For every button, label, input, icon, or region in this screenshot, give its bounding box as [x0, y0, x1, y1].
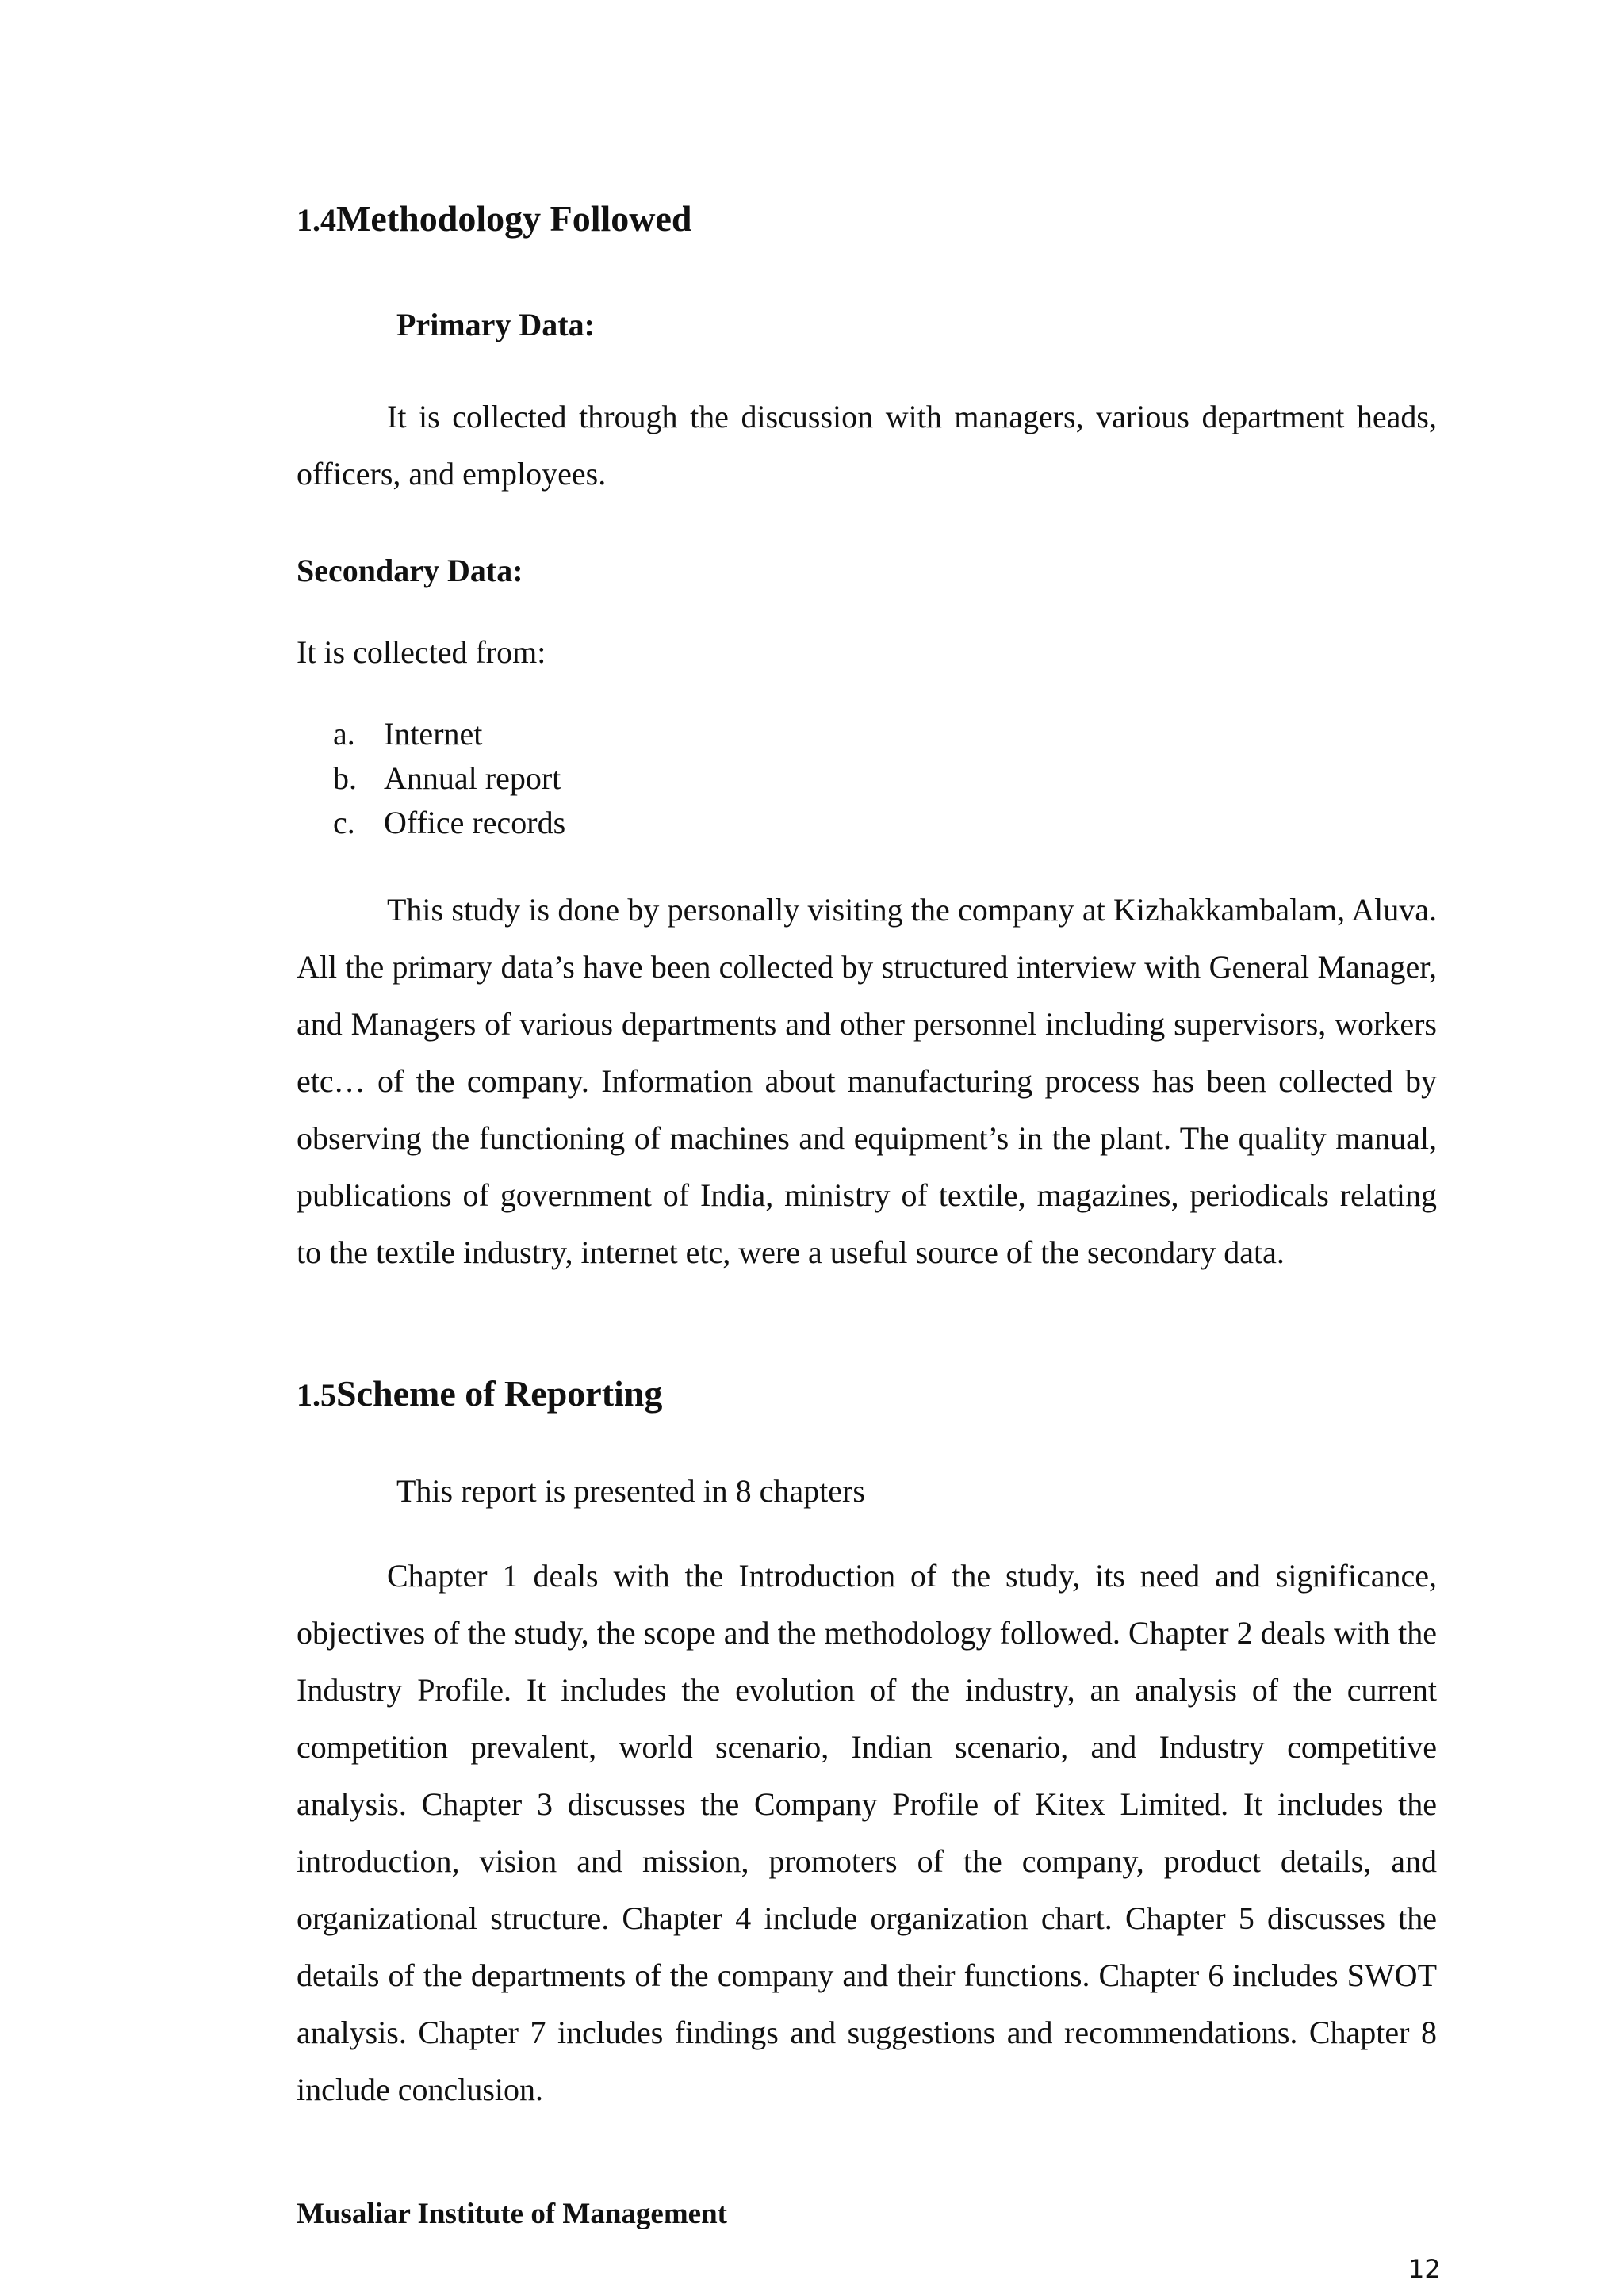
list-marker: c. [333, 805, 355, 840]
section-number: 1.5 [297, 1377, 336, 1413]
section-heading-scheme-of-reporting [297, 1372, 662, 1418]
section-number: 1.4 [297, 202, 336, 238]
list-item [333, 756, 565, 801]
list-item-text: Internet [384, 716, 483, 752]
section-title: Scheme of Reporting [336, 1373, 663, 1414]
list-item-text: Office records [384, 805, 566, 840]
section-heading-methodology [297, 197, 691, 243]
secondary-data-heading: Secondary Data: [297, 553, 523, 588]
study-method-paragraph: This study is done by personally visiting the company at Kizhakkambalam, Aluva. All the primary data’s have been collected by structured interview with General Manager, and Managers of various departments and other personnel including supervisors, workers etc… of the company. Information about manufacturing process has been collected by observing the functioning of machines and equipment’s in the plant. The quality manual, publications of government of India, ministry of textile, magazines, periodicals relating to the textile industry, internet etc, were a useful source of the secondary data. [297, 892, 1437, 1270]
secondary-sources-list [333, 712, 565, 845]
list-item-text: Annual report [384, 760, 561, 796]
primary-data-heading: Primary Data: [396, 307, 595, 342]
footer-institution: Musaliar Institute of Management [297, 2198, 727, 2230]
list-item [333, 712, 565, 756]
section-title: Methodology Followed [336, 198, 692, 239]
page-number: 12 [1408, 2254, 1441, 2284]
list-item [333, 801, 565, 845]
chapters-description-paragraph: Chapter 1 deals with the Introduction of the study, its need and significance, objectives of the study, the scope and the methodology followed. Chapter 2 deals with the Industry Profile. It includes the evolution of the industry, an analysis of the current competition prevalent, world scenario, Indian scenario, and Industry competitive analysis. Chapter 3 discusses the Company Profile of Kitex Limited. It includes the introduction, vision and mission, promoters of the company, product details, and organizational structure. Chapter 4 include organization chart. Chapter 5 discusses the details of the departments of the company and their functions. Chapter 6 includes SWOT analysis. Chapter 7 includes findings and suggestions and recommendations. Chapter 8 include conclusion. [297, 1558, 1437, 2107]
list-marker: a. [333, 716, 355, 752]
secondary-data-intro: It is collected from: [297, 634, 546, 670]
list-marker: b. [333, 760, 357, 796]
primary-data-paragraph: It is collected through the discussion with managers, various department heads, officers, and employees. [297, 399, 1437, 492]
report-chapters-intro: This report is presented in 8 chapters [396, 1473, 865, 1509]
